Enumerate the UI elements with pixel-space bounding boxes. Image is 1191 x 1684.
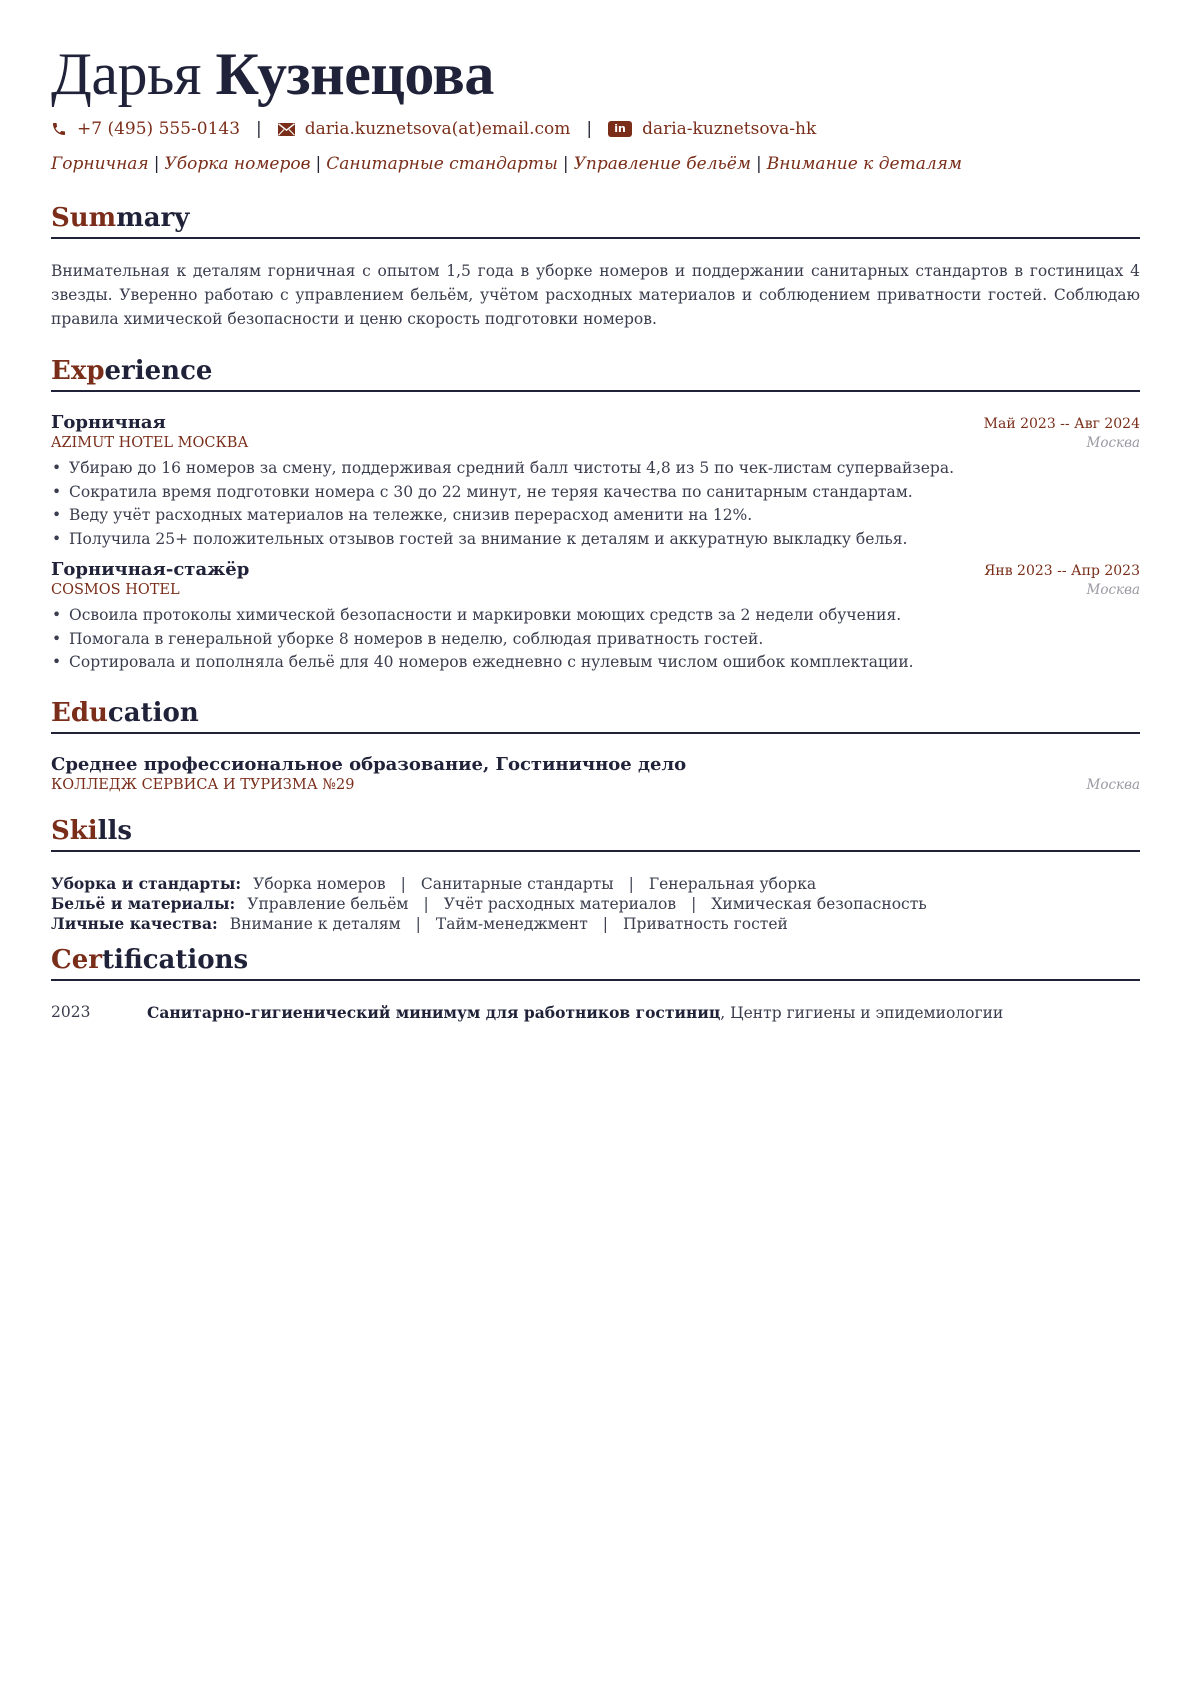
education-entry xyxy=(51,754,1140,793)
certification-issuer: , Центр гигиены и эпидемиологии xyxy=(720,1003,1004,1022)
job-entry xyxy=(51,412,1140,551)
skill-category: Бельё и материалы: xyxy=(51,893,236,913)
contact-linkedin[interactable] xyxy=(608,119,816,139)
certification-entry xyxy=(51,1003,1140,1022)
section-heading-certifications: Certifications xyxy=(51,944,1140,981)
job-bullets xyxy=(51,604,1140,675)
skill-separator: | xyxy=(628,874,634,893)
candidate-name xyxy=(51,38,1140,110)
tagline-separator: | xyxy=(153,154,160,174)
envelope-icon xyxy=(278,123,295,136)
section-heading-education: Education xyxy=(51,697,1140,734)
bullet-item: • Веду учёт расходных материалов на тележке, снизив перерасход аменити на 12%. xyxy=(69,504,1140,528)
section-heading-skills: Skills xyxy=(51,815,1140,852)
skill-row xyxy=(51,914,1140,934)
tagline-item: Управление бельём xyxy=(573,154,751,174)
tagline-separator: | xyxy=(755,154,762,174)
phone-icon xyxy=(51,121,67,137)
certification-text xyxy=(147,1003,1003,1022)
job-title: Горничная xyxy=(51,412,166,433)
experience-section xyxy=(51,355,1140,675)
skill-item: Химическая безопасность xyxy=(711,894,927,913)
skill-item: Санитарные стандарты xyxy=(420,874,614,893)
linkedin-handle: daria-kuznetsova-hk xyxy=(642,119,817,139)
summary-section xyxy=(51,202,1140,331)
job-entry xyxy=(51,559,1140,675)
skill-item: Учёт расходных материалов xyxy=(443,894,677,913)
skill-row xyxy=(51,894,1140,914)
contact-email[interactable] xyxy=(278,119,571,139)
job-location: Москва xyxy=(1086,435,1140,451)
job-location: Москва xyxy=(1086,582,1140,598)
skill-item: Уборка номеров xyxy=(253,874,386,893)
job-title: Горничная-стажёр xyxy=(51,559,250,580)
tagline-separator: | xyxy=(315,154,322,174)
section-heading-experience: Experience xyxy=(51,355,1140,392)
job-dates: Янв 2023 -- Апр 2023 xyxy=(984,563,1140,579)
tagline-item: Внимание к деталям xyxy=(766,154,963,174)
bullet-item: • Сократила время подготовки номера с 30 до 22 минут, не теряя качества по санитарным стандартам. xyxy=(69,481,1140,505)
contact-separator: | xyxy=(256,119,262,139)
skill-separator: | xyxy=(423,894,429,913)
skill-item: Тайм-менеджмент xyxy=(435,914,588,933)
section-heading-summary: Summary xyxy=(51,202,1140,239)
education-section xyxy=(51,697,1140,793)
degree-title: Среднее профессиональное образование, Гостиничное дело xyxy=(51,753,687,775)
bullet-item: • Убираю до 16 номеров за смену, поддерживая средний балл чистоты 4,8 из 5 по чек-листам супервайзера. xyxy=(69,457,1140,481)
skill-separator: | xyxy=(691,894,697,913)
tagline xyxy=(51,154,1140,174)
skill-separator: | xyxy=(415,914,421,933)
contact-separator: | xyxy=(586,119,593,139)
company-name: AZIMUT HOTEL МОСКВА xyxy=(51,435,249,451)
skills-section xyxy=(51,815,1140,934)
tagline-separator: | xyxy=(562,154,569,174)
bullet-item: • Получила 25+ положительных отзывов гостей за внимание к деталям и аккуратную выкладку белья. xyxy=(69,528,1140,552)
summary-text: Внимательная к деталям горничная с опытом 1,5 года в уборке номеров и поддержании санитарных стандартов в гостиницах 4 звезды. Уверенно работаю с управлением бельём, учётом расходных материалов и соблюдением приватности гостей. Соблюдаю правила химической безопасности и ценю скорость подготовки номеров. xyxy=(51,262,1140,328)
skill-item: Управление бельём xyxy=(247,894,409,913)
skills-list xyxy=(51,874,1140,934)
skill-row xyxy=(51,874,1140,894)
company-name: COSMOS HOTEL xyxy=(51,582,180,598)
certification-year: 2023 xyxy=(51,1002,91,1021)
linkedin-icon: in xyxy=(608,121,632,137)
first-name: Дарья xyxy=(51,41,202,107)
contact-phone[interactable] xyxy=(51,119,240,139)
certification-name: Санитарно-гигиенический минимум для работников гостиниц xyxy=(147,1002,721,1022)
email-address: daria.kuznetsova(at)email.com xyxy=(304,119,571,139)
skill-category: Уборка и стандарты: xyxy=(51,873,242,893)
certifications-section xyxy=(51,944,1140,1022)
tagline-item: Уборка номеров xyxy=(164,154,311,174)
school-location: Москва xyxy=(1086,776,1140,793)
job-dates: Май 2023 -- Авг 2024 xyxy=(983,416,1140,432)
skill-category: Личные качества: xyxy=(51,913,218,933)
skill-separator: | xyxy=(400,874,406,893)
school-name: КОЛЛЕДЖ СЕРВИСА И ТУРИЗМА №29 xyxy=(51,776,355,793)
skill-item: Приватность гостей xyxy=(623,914,788,933)
skill-item: Внимание к деталям xyxy=(229,914,401,933)
tagline-item: Санитарные стандарты xyxy=(326,154,558,174)
skill-item: Генеральная уборка xyxy=(648,874,817,893)
bullet-item: • Помогала в генеральной уборке 8 номеров в неделю, соблюдая приватность гостей. xyxy=(69,628,1140,652)
phone-number: +7 (495) 555-0143 xyxy=(77,119,241,139)
contact-line xyxy=(51,116,1140,142)
last-name: Кузнецова xyxy=(215,41,494,107)
job-bullets xyxy=(51,457,1140,551)
tagline-item: Горничная xyxy=(51,154,149,174)
skill-separator: | xyxy=(602,914,609,933)
bullet-item: • Сортировала и пополняла бельё для 40 номеров ежедневно с нулевым числом ошибок комплектации. xyxy=(69,651,1140,675)
bullet-item: • Освоила протоколы химической безопасности и маркировки моющих средств за 2 недели обучения. xyxy=(69,604,1140,628)
